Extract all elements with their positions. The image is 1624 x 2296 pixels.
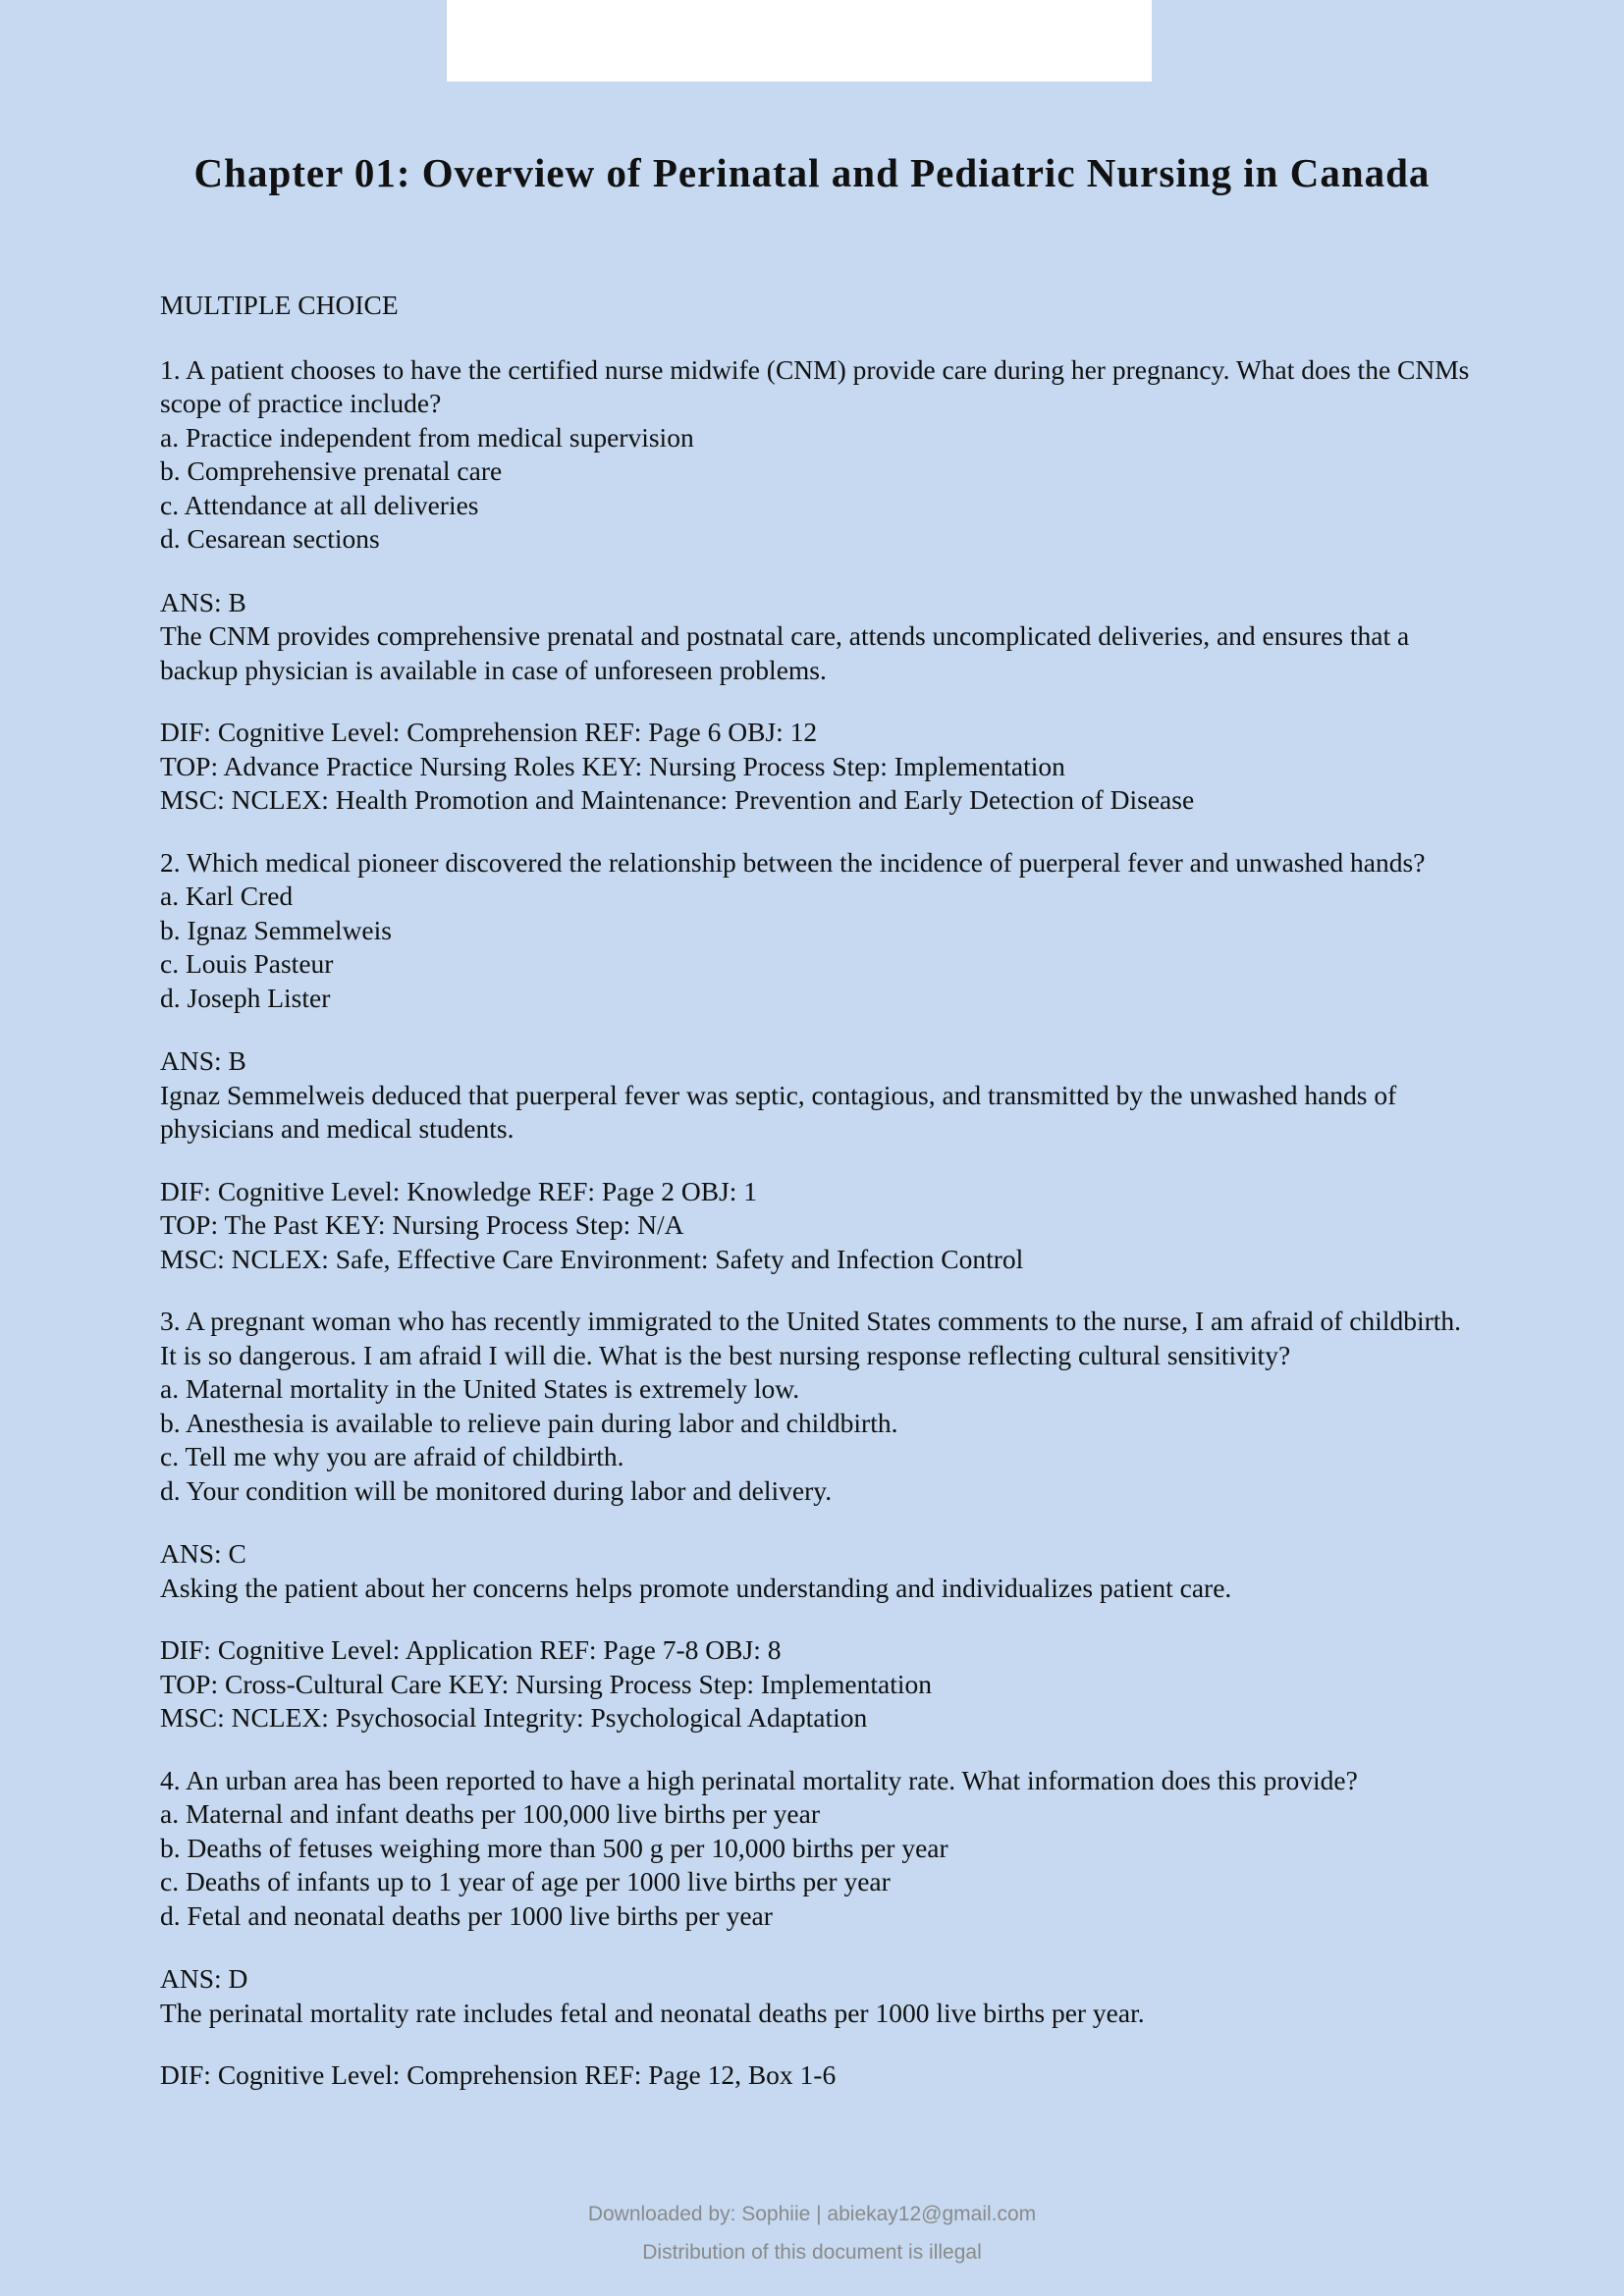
option-a: a. Maternal mortality in the United States is extremely low. <box>160 1373 800 1404</box>
rationale: The perinatal mortality rate includes fetal and neonatal deaths per 1000 live births per year. <box>160 1997 1145 2028</box>
metadata-block <box>160 1175 1476 1277</box>
section-heading: MULTIPLE CHOICE <box>160 290 399 320</box>
meta-msc: MSC: NCLEX: Safe, Effective Care Environment: Safety and Infection Control <box>160 1243 1024 1274</box>
answer-options <box>160 1372 1476 1508</box>
answer-block <box>160 1044 1476 1147</box>
option-c: c. Tell me why you are afraid of childbirth. <box>160 1441 624 1471</box>
page-title: Chapter 01: Overview of Perinatal and Pediatric Nursing in Canada <box>193 150 1431 195</box>
answer-key: ANS: B <box>160 586 246 617</box>
answer-key: ANS: B <box>160 1045 246 1076</box>
option-a: a. Maternal and infant deaths per 100,000 live births per year <box>160 1798 820 1829</box>
metadata-block <box>160 716 1476 818</box>
question-2 <box>160 846 1476 1277</box>
option-d: d. Fetal and neonatal deaths per 1000 live births per year <box>160 1899 773 1931</box>
meta-msc: MSC: NCLEX: Health Promotion and Maintenance: Prevention and Early Detection of Disease <box>160 784 1195 815</box>
footer-distribution-notice: Distribution of this document is illegal <box>642 2241 982 2264</box>
document-body <box>160 289 1476 2121</box>
meta-msc: MSC: NCLEX: Psychosocial Integrity: Psychological Adaptation <box>160 1702 868 1733</box>
answer-key: ANS: D <box>160 1963 248 1994</box>
answer-block <box>160 586 1476 688</box>
question-4 <box>160 1764 1476 2093</box>
option-d: d. Your condition will be monitored during labor and delivery. <box>160 1474 833 1506</box>
meta-top: TOP: The Past KEY: Nursing Process Step: N/A <box>160 1209 684 1240</box>
meta-top: TOP: Cross-Cultural Care KEY: Nursing Process Step: Implementation <box>160 1668 932 1699</box>
meta-dif: DIF: Cognitive Level: Comprehension REF: Page 12, Box 1-6 <box>160 2059 837 2090</box>
option-b: b. Deaths of fetuses weighing more than 500 g per 10,000 births per year <box>160 1832 948 1863</box>
option-b: b. Comprehensive prenatal care <box>160 455 503 486</box>
option-a: a. Practice independent from medical supervision <box>160 421 694 453</box>
question-stem: 4. An urban area has been reported to have a high perinatal mortality rate. What information does this provide? <box>160 1764 1358 1795</box>
option-c: c. Attendance at all deliveries <box>160 489 479 520</box>
option-d: d. Cesarean sections <box>160 523 380 554</box>
option-c: c. Deaths of infants up to 1 year of age per 1000 live births per year <box>160 1866 891 1896</box>
question-stem: 1. A patient chooses to have the certified nurse midwife (CNM) provide care during her pregnancy. What does the CNMs scope of practice include? <box>160 353 1470 418</box>
meta-dif: DIF: Cognitive Level: Comprehension REF: Page 6 OBJ: 12 <box>160 717 818 747</box>
answer-options <box>160 880 1476 1015</box>
metadata-block <box>160 1633 1476 1735</box>
answer-key: ANS: C <box>160 1538 246 1569</box>
option-c: c. Louis Pasteur <box>160 948 334 979</box>
top-banner <box>447 0 1152 81</box>
answer-options <box>160 1797 1476 1933</box>
rationale: Ignaz Semmelweis deduced that puerperal fever was septic, contagious, and transmitted by the unwashed hands of physicians and medical students. <box>160 1079 1397 1144</box>
answer-block <box>160 1962 1476 2030</box>
metadata-block <box>160 2058 1476 2093</box>
rationale: Asking the patient about her concerns helps promote understanding and individualizes patient care. <box>160 1572 1232 1603</box>
meta-dif: DIF: Cognitive Level: Knowledge REF: Page 2 OBJ: 1 <box>160 1175 758 1206</box>
question-stem: 2. Which medical pioneer discovered the relationship between the incidence of puerperal fever and unwashed hands? <box>160 846 1426 878</box>
meta-top: TOP: Advance Practice Nursing Roles KEY: Nursing Process Step: Implementation <box>160 750 1065 781</box>
answer-options <box>160 421 1476 557</box>
answer-block <box>160 1537 1476 1605</box>
meta-dif: DIF: Cognitive Level: Application REF: Page 7-8 OBJ: 8 <box>160 1634 782 1665</box>
footer-downloaded-by: Downloaded by: Sophiie | abiekay12@gmail.com <box>587 2203 1037 2225</box>
option-a: a. Karl Cred <box>160 881 294 911</box>
option-b: b. Ignaz Semmelweis <box>160 914 392 945</box>
question-stem: 3. A pregnant woman who has recently immigrated to the United States comments to the nurse, I am afraid of childbirth. It is so dangerous. I am afraid I will die. What is the best nursing response reflecting cultural sensitivity? <box>160 1306 1462 1370</box>
option-b: b. Anesthesia is available to relieve pain during labor and childbirth. <box>160 1407 898 1438</box>
question-3 <box>160 1305 1476 1735</box>
question-1 <box>160 353 1476 818</box>
option-d: d. Joseph Lister <box>160 982 331 1013</box>
rationale: The CNM provides comprehensive prenatal and postnatal care, attends uncomplicated deliveries, and ensures that a backup physician is available in case of unforeseen problems. <box>160 620 1410 685</box>
